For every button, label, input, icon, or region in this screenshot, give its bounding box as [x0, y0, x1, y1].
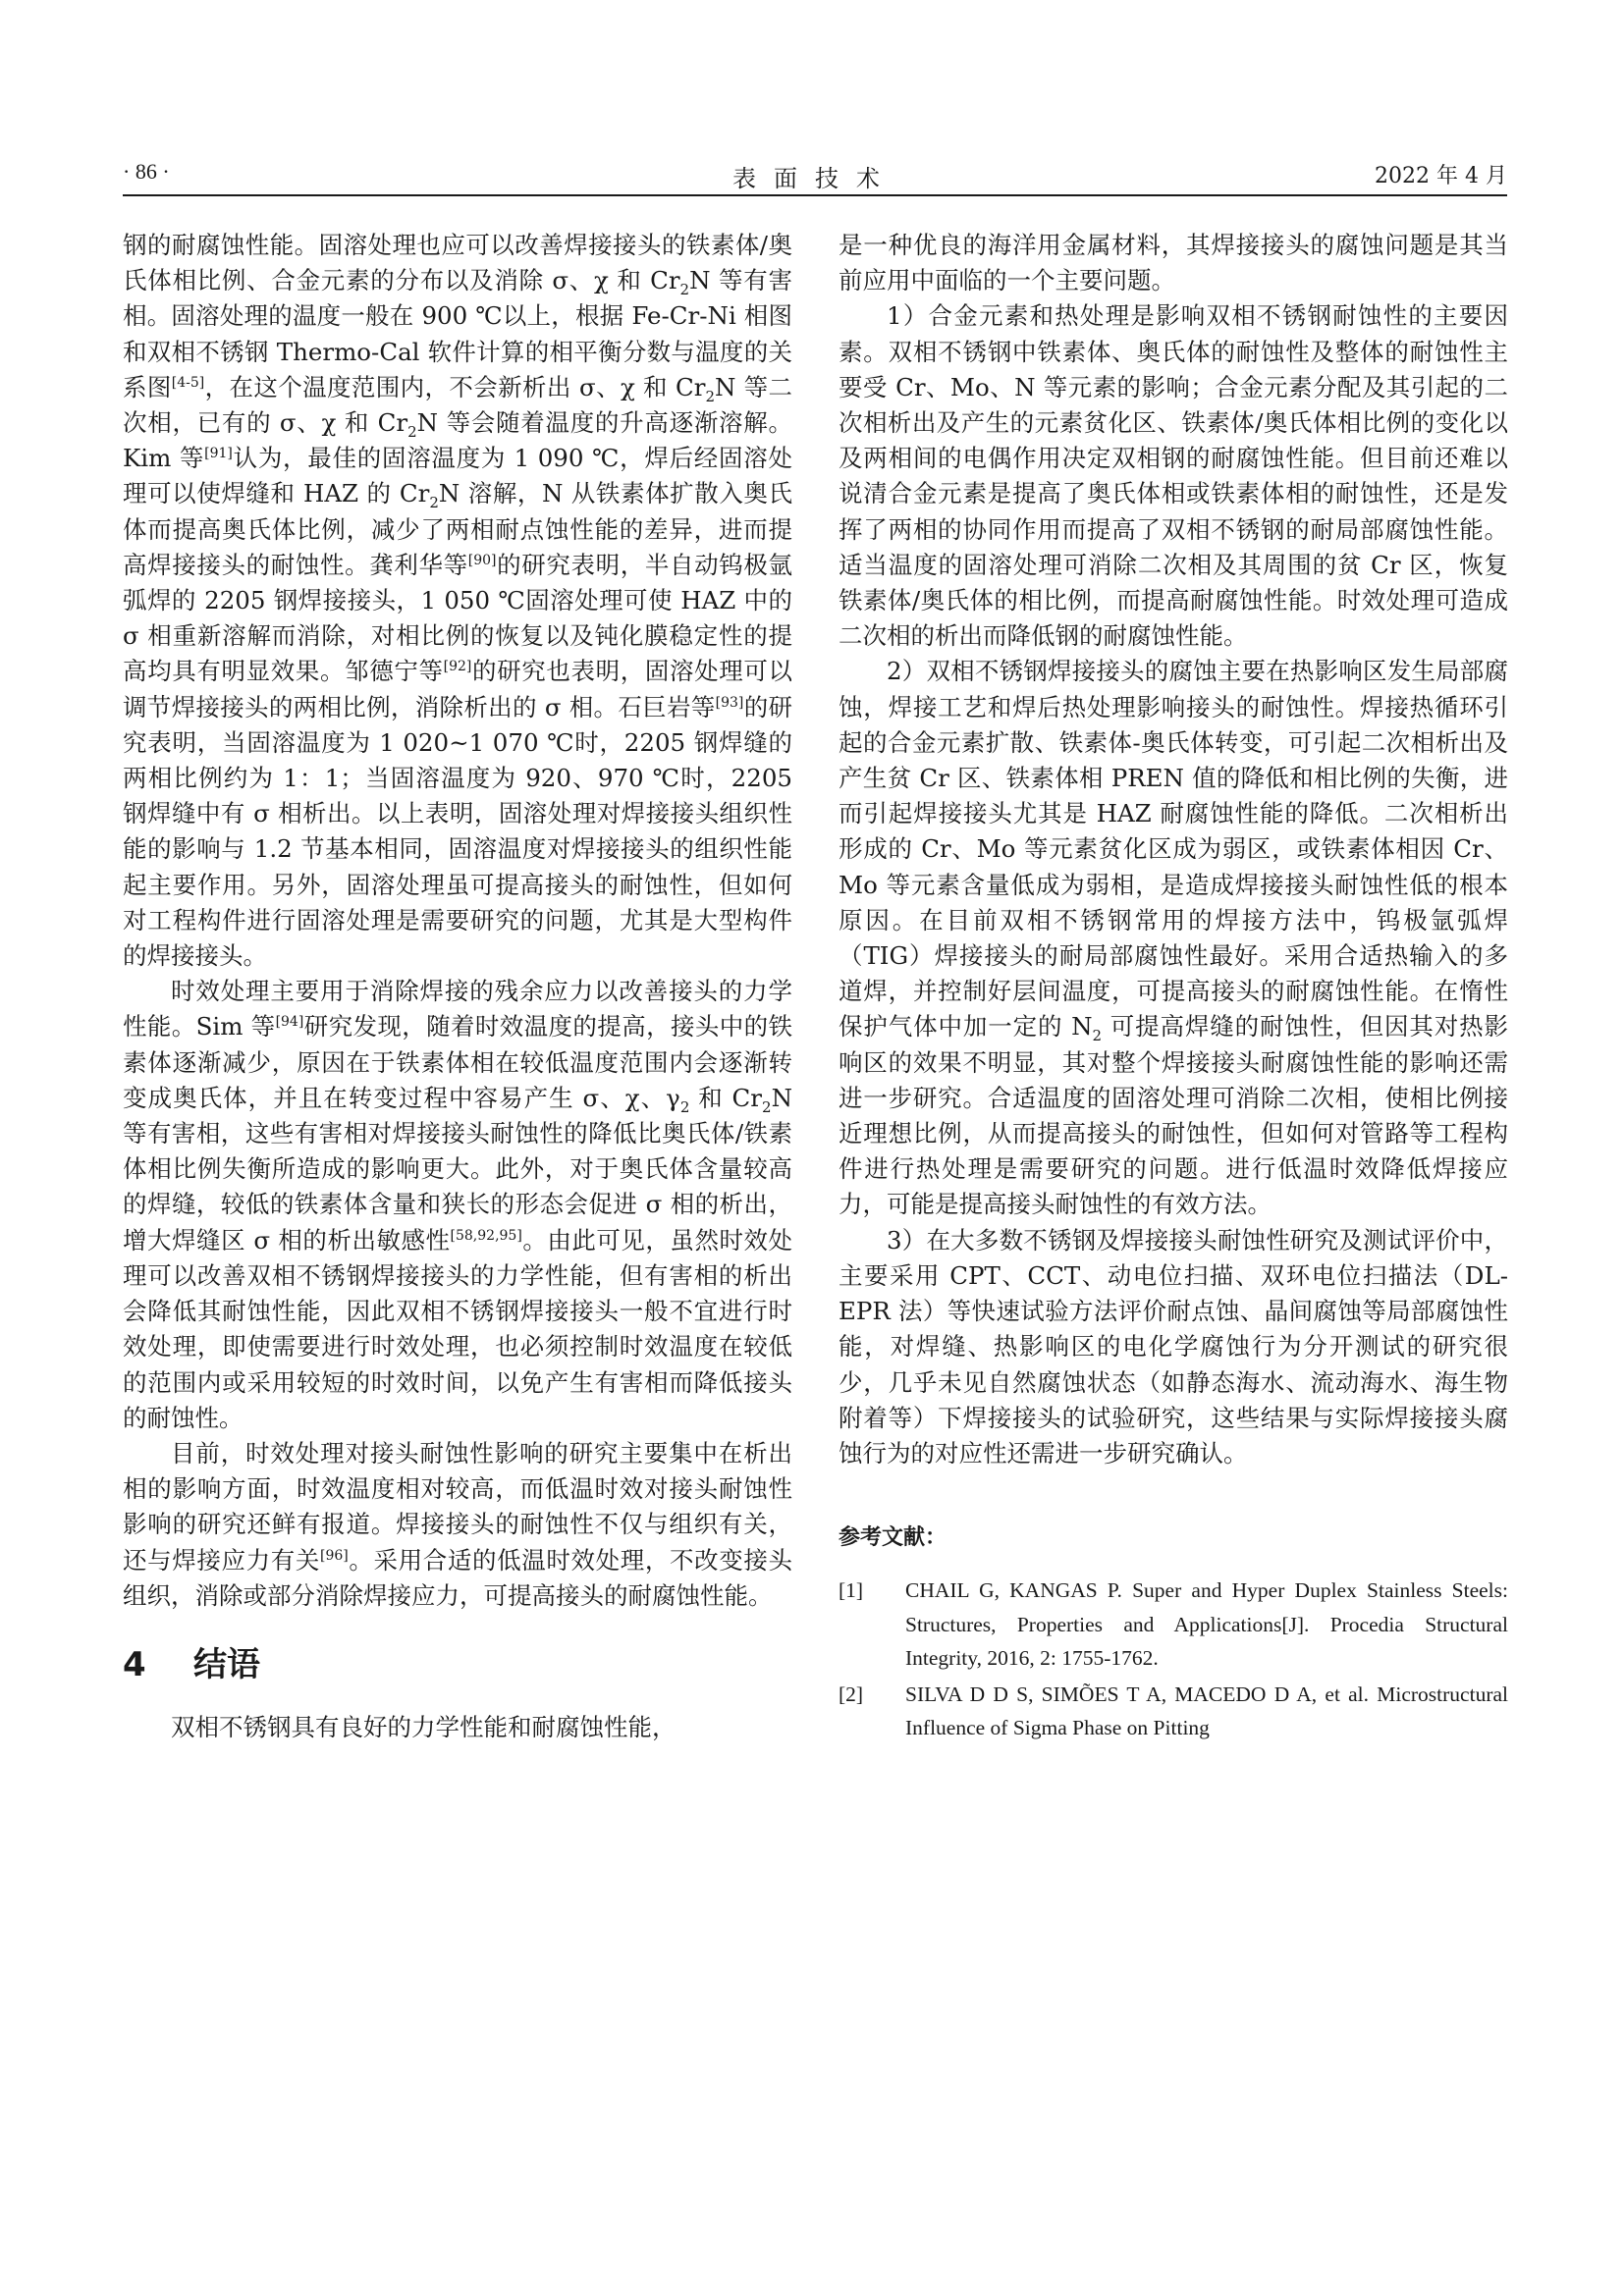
section-number: 4 [123, 1644, 146, 1684]
citation: [94] [275, 1014, 304, 1031]
citation: [93] [715, 694, 744, 711]
section-heading [123, 1643, 792, 1686]
reference-number: [1] [839, 1578, 864, 1603]
reference-number: [2] [839, 1682, 864, 1706]
reference-text: CHAIL G, KANGAS P. Super and Hyper Duplex Stainless Steels: Structures, Properties and Applications[J]. Procedia Structural Integrity, 2016, 2: 1755-1762. [905, 1578, 1508, 1671]
citation: [96] [320, 1547, 349, 1564]
conclusion-point-3: 3）在大多数不锈钢及焊接接头耐蚀性研究及测试评价中，主要采用 CPT、CCT、动电位扫描、双环电位扫描法（DL-EPR 法）等快速试验方法评价耐点蚀、晶间腐蚀等局部腐蚀性能，对焊缝、热影响区的电化学腐蚀行为分开测试的研究很少，几乎未见自然腐蚀状态（如静态海水、流动海水、海生物附着等）下焊接接头的试验研究，这些结果与实际焊接接头腐蚀行为的对应性还需进一步研究确认。 [839, 1225, 1508, 1468]
page-number: · 86 · [123, 159, 170, 184]
reference-item [839, 1678, 1508, 1745]
references-heading: 参考文献： [839, 1525, 947, 1551]
header-rule [123, 194, 1507, 196]
reference-item [839, 1574, 1508, 1676]
citation: [92] [443, 659, 472, 675]
issue-date: 2022 年 4 月 [1375, 164, 1507, 188]
left-column [123, 228, 792, 1745]
paragraph: 钢的耐腐蚀性能。固溶处理也应可以改善焊接接头的铁素体/奥氏体相比例、合金元素的分布以及消除 σ、χ 和 $Cr_2N$ 等有害相。固溶处理的温度一般在 900 ℃以上，根据 Fe-Cr-Ni 相图和双相不锈钢 Thermo-Cal 软件计算的相平衡分数与温度的关系图[4-5]，在这个温度范围内，不会新析出 σ、χ 和 $Cr_2N$ 等二次相，已有的 σ、χ 和 $Cr_2N$ 等会随着温度的升高逐渐溶解。Kim 等[91]认为，最佳的固溶温度为 1 090 ℃，焊后经固溶处理可以使焊缝和 HAZ 的 $Cr_2N$ 溶解，N 从铁素体扩散入奥氏体而提高奥氏体比例，减少了两相耐点蚀性能的差异，进而提高焊接接头的耐蚀性。龚利华等[90]的研究表明，半自动钨极氩弧焊的 2205 钢焊接接头，1 050 ℃固溶处理可使 HAZ 中的 σ 相重新溶解而消除，对相比例的恢复以及钝化膜稳定性的提高均具有明显效果。邹德宁等[92]的研究也表明，固溶处理可以调节焊接接头的两相比例，消除析出的 σ 相。石巨岩等[93]的研究表明，当固溶温度为 1 020~1 070 ℃时，2205 钢焊缝的两相比例约为 1：1；当固溶温度为 920、970 ℃时，2205 钢焊缝中有 σ 相析出。以上表明，固溶处理对焊接接头组织性能的影响与 1.2 节基本相同，固溶温度对焊接接头的组织性能起主要作用。另外，固溶处理虽可提高接头的耐蚀性，但如何对工程构件进行固溶处理是需要研究的问题，尤其是大型构件的焊接接头。 [123, 231, 793, 971]
citation: [91] [204, 446, 233, 462]
conclusion-point-1: 1）合金元素和热处理是影响双相不锈钢耐蚀性的主要因素。双相不锈钢中铁素体、奥氏体的耐蚀性及整体的耐蚀性主要受 Cr、Mo、N 等元素的影响；合金元素分配及其引起的二次相析出及产生的元素贫化区、铁素体/奥氏体相比例的变化以及两相间的电偶作用决定双相钢的耐腐蚀性能。但目前还难以说清合金元素是提高了奥氏体相或铁素体相的耐蚀性，还是发挥了两相的协同作用而提高了双相不锈钢的耐局部腐蚀性能。适当温度的固溶处理可消除二次相及其周围的贫 Cr 区，恢复铁素体/奥氏体的相比例，而提高耐腐蚀性能。时效处理可造成二次相的析出而降低钢的耐腐蚀性能。 [839, 301, 1508, 651]
conclusion-point-2: 2）双相不锈钢焊接接头的腐蚀主要在热影响区发生局部腐蚀，焊接工艺和焊后热处理影响接头的耐蚀性。焊接热循环引起的合金元素扩散、铁素体-奥氏体转变，可引起二次相析出及产生贫 Cr 区、铁素体相 PREN 值的降低和相比例的失衡，进而引起焊接接头尤其是 HAZ 耐腐蚀性能的降低。二次相析出形成的 Cr、Mo 等元素贫化区成为弱区，或铁素体相因 Cr、Mo 等元素含量低成为弱相，是造成焊接接头耐蚀性低的根本原因。在目前双相不锈钢常用的焊接方法中，钨极氩弧焊（TIG）焊接接头的耐局部腐蚀性最好。采用合适热输入的多道焊，并控制好层间温度，可提高接头的耐腐蚀性能。在惰性保护气体中加一定的 $N_2$ 可提高焊缝的耐蚀性，但因其对热影响区的效果不明显，其对整个焊接接头耐腐蚀性能的影响还需进一步研究。合适温度的固溶处理可消除二次相，使相比例接近理想比例，从而提高接头的耐蚀性，但如何对管路等工程构件进行热处理是需要研究的问题。进行低温时效降低焊接应力，可能是提高接头耐蚀性的有效方法。 [839, 657, 1508, 1219]
citation: [58,92,95] [450, 1227, 522, 1244]
reference-text: SILVA D D S, SIMÕES T A, MACEDO D A, et al. Microstructural Influence of Sigma Phase on Pitting [905, 1682, 1508, 1740]
paragraph: 目前，时效处理对接头耐蚀性影响的研究主要集中在析出相的影响方面，时效温度相对较高，而低温时效对接头耐蚀性影响的研究还鲜有报道。焊接接头的耐蚀性不仅与组织有关，还与焊接应力有关[96]。采用合适的低温时效处理，不改变接头组织，消除或部分消除焊接应力，可提高接头的耐腐蚀性能。 [123, 1438, 792, 1610]
page-header [123, 159, 1507, 198]
section-title: 结语 [193, 1644, 260, 1684]
paragraph: 双相不锈钢具有良好的力学性能和耐腐蚀性能， [171, 1712, 677, 1741]
journal-title: 表面技术 [732, 165, 897, 192]
paragraph: 是一种优良的海洋用金属材料，其焊接接头的腐蚀问题是其当前应用中面临的一个主要问题。 [839, 231, 1508, 295]
citation: [4-5] [171, 374, 205, 391]
reference-list [839, 1574, 1508, 1745]
citation: [90] [467, 552, 497, 568]
paragraph: 时效处理主要用于消除焊接的残余应力以改善接头的力学性能。Sim 等[94]研究发现，随着时效温度的提高，接头中的铁素体逐渐减少，原因在于铁素体相在较低温度范围内会逐渐转变成奥氏体，并且在转变过程中容易产生 σ、χ、$\gamma_2$ 和 $Cr_2N$ 等有害相，这些有害相对焊接接头耐蚀性的降低比奥氏体/铁素体相比例失衡所造成的影响更大。此外，对于奥氏体含量较高的焊缝，较低的铁素体含量和狭长的形态会促进 σ 相的析出，增大焊缝区 σ 相的析出敏感性[58,92,95]。由此可见，虽然时效处理可以改善双相不锈钢焊接接头的力学性能，但有害相的析出会降低其耐蚀性能，因此双相不锈钢焊接接头一般不宜进行时效处理，即使需要进行时效处理，也必须控制时效温度在较低的范围内或采用较短的时效时间，以免产生有害相而降低接头的耐蚀性。 [123, 977, 792, 1432]
right-column [839, 228, 1508, 1747]
